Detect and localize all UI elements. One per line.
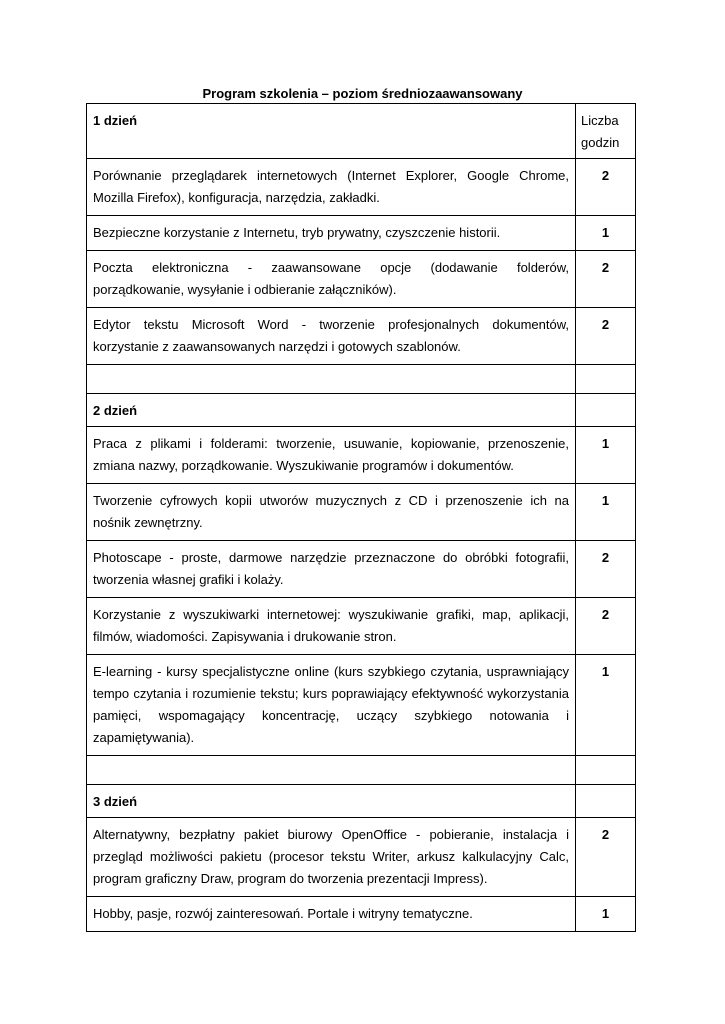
hours-value: 2 — [576, 159, 636, 216]
topic-description: Bezpieczne korzystanie z Internetu, tryb prywatny, czyszczenie historii. — [87, 216, 576, 251]
table-row — [87, 897, 636, 932]
hours-value: 1 — [576, 897, 636, 932]
topic-description: Alternatywny, bezpłatny pakiet biurowy OpenOffice - pobieranie, instalacja i przegląd możliwości pakietu (procesor tekstu Writer, arkusz kalkulacyjny Calc, program graficzny Draw, program do tworzenia prezentacji Impress). — [87, 818, 576, 897]
day-header-row — [87, 394, 636, 427]
topic-description: Praca z plikami i folderami: tworzenie, usuwanie, kopiowanie, przenoszenie, zmiana nazwy, porządkowanie. Wyszukiwanie programów i dokumentów. — [87, 427, 576, 484]
day-header-row — [87, 104, 636, 159]
table-row — [87, 216, 636, 251]
training-program-table — [86, 103, 636, 932]
empty-cell — [576, 365, 636, 394]
table-row — [87, 251, 636, 308]
empty-cell — [87, 365, 576, 394]
table-row — [87, 159, 636, 216]
empty-row — [87, 756, 636, 785]
hours-value: 1 — [576, 655, 636, 756]
hours-value: 2 — [576, 598, 636, 655]
empty-cell — [576, 394, 636, 427]
empty-cell — [576, 785, 636, 818]
hours-value: 1 — [576, 484, 636, 541]
hours-value: 2 — [576, 308, 636, 365]
table-row — [87, 818, 636, 897]
day-label: 1 dzień — [87, 104, 576, 159]
empty-row — [87, 365, 636, 394]
topic-description: Porównanie przeglądarek internetowych (Internet Explorer, Google Chrome, Mozilla Firefox), konfiguracja, narzędzia, zakładki. — [87, 159, 576, 216]
hours-value: 2 — [576, 818, 636, 897]
table-row — [87, 308, 636, 365]
hours-value: 2 — [576, 251, 636, 308]
topic-description: Korzystanie z wyszukiwarki internetowej: wyszukiwanie grafiki, map, aplikacji, filmów, wiadomości. Zapisywania i drukowanie stron. — [87, 598, 576, 655]
table-row — [87, 655, 636, 756]
day-label: 3 dzień — [87, 785, 576, 818]
table-row — [87, 598, 636, 655]
topic-description: Edytor tekstu Microsoft Word - tworzenie profesjonalnych dokumentów, korzystanie z zaawansowanych narzędzi i gotowych szablonów. — [87, 308, 576, 365]
day-label: 2 dzień — [87, 394, 576, 427]
hours-value: 1 — [576, 216, 636, 251]
empty-cell — [576, 756, 636, 785]
topic-description: Tworzenie cyfrowych kopii utworów muzycznych z CD i przenoszenie ich na nośnik zewnętrzny. — [87, 484, 576, 541]
document-title: Program szkolenia – poziom średniozaawansowany — [202, 86, 523, 101]
topic-description: Photoscape - proste, darmowe narzędzie przeznaczone do obróbki fotografii, tworzenia własnej grafiki i kolaży. — [87, 541, 576, 598]
table-row — [87, 427, 636, 484]
table-row — [87, 484, 636, 541]
topic-description: Poczta elektroniczna - zaawansowane opcje (dodawanie folderów, porządkowanie, wysyłanie i odbieranie załączników). — [87, 251, 576, 308]
hours-value: 2 — [576, 541, 636, 598]
topic-description: Hobby, pasje, rozwój zainteresowań. Portale i witryny tematyczne. — [87, 897, 576, 932]
hours-column-header: Liczba godzin — [576, 104, 636, 159]
table-row — [87, 541, 636, 598]
empty-cell — [87, 756, 576, 785]
hours-value: 1 — [576, 427, 636, 484]
topic-description: E-learning - kursy specjalistyczne online (kurs szybkiego czytania, usprawniający tempo czytania i rozumienie tekstu; kurs poprawiający efektywność wykorzystania pamięci, wspomagający koncentrację, uczący szybkiego notowania i zapamiętywania). — [87, 655, 576, 756]
day-header-row — [87, 785, 636, 818]
